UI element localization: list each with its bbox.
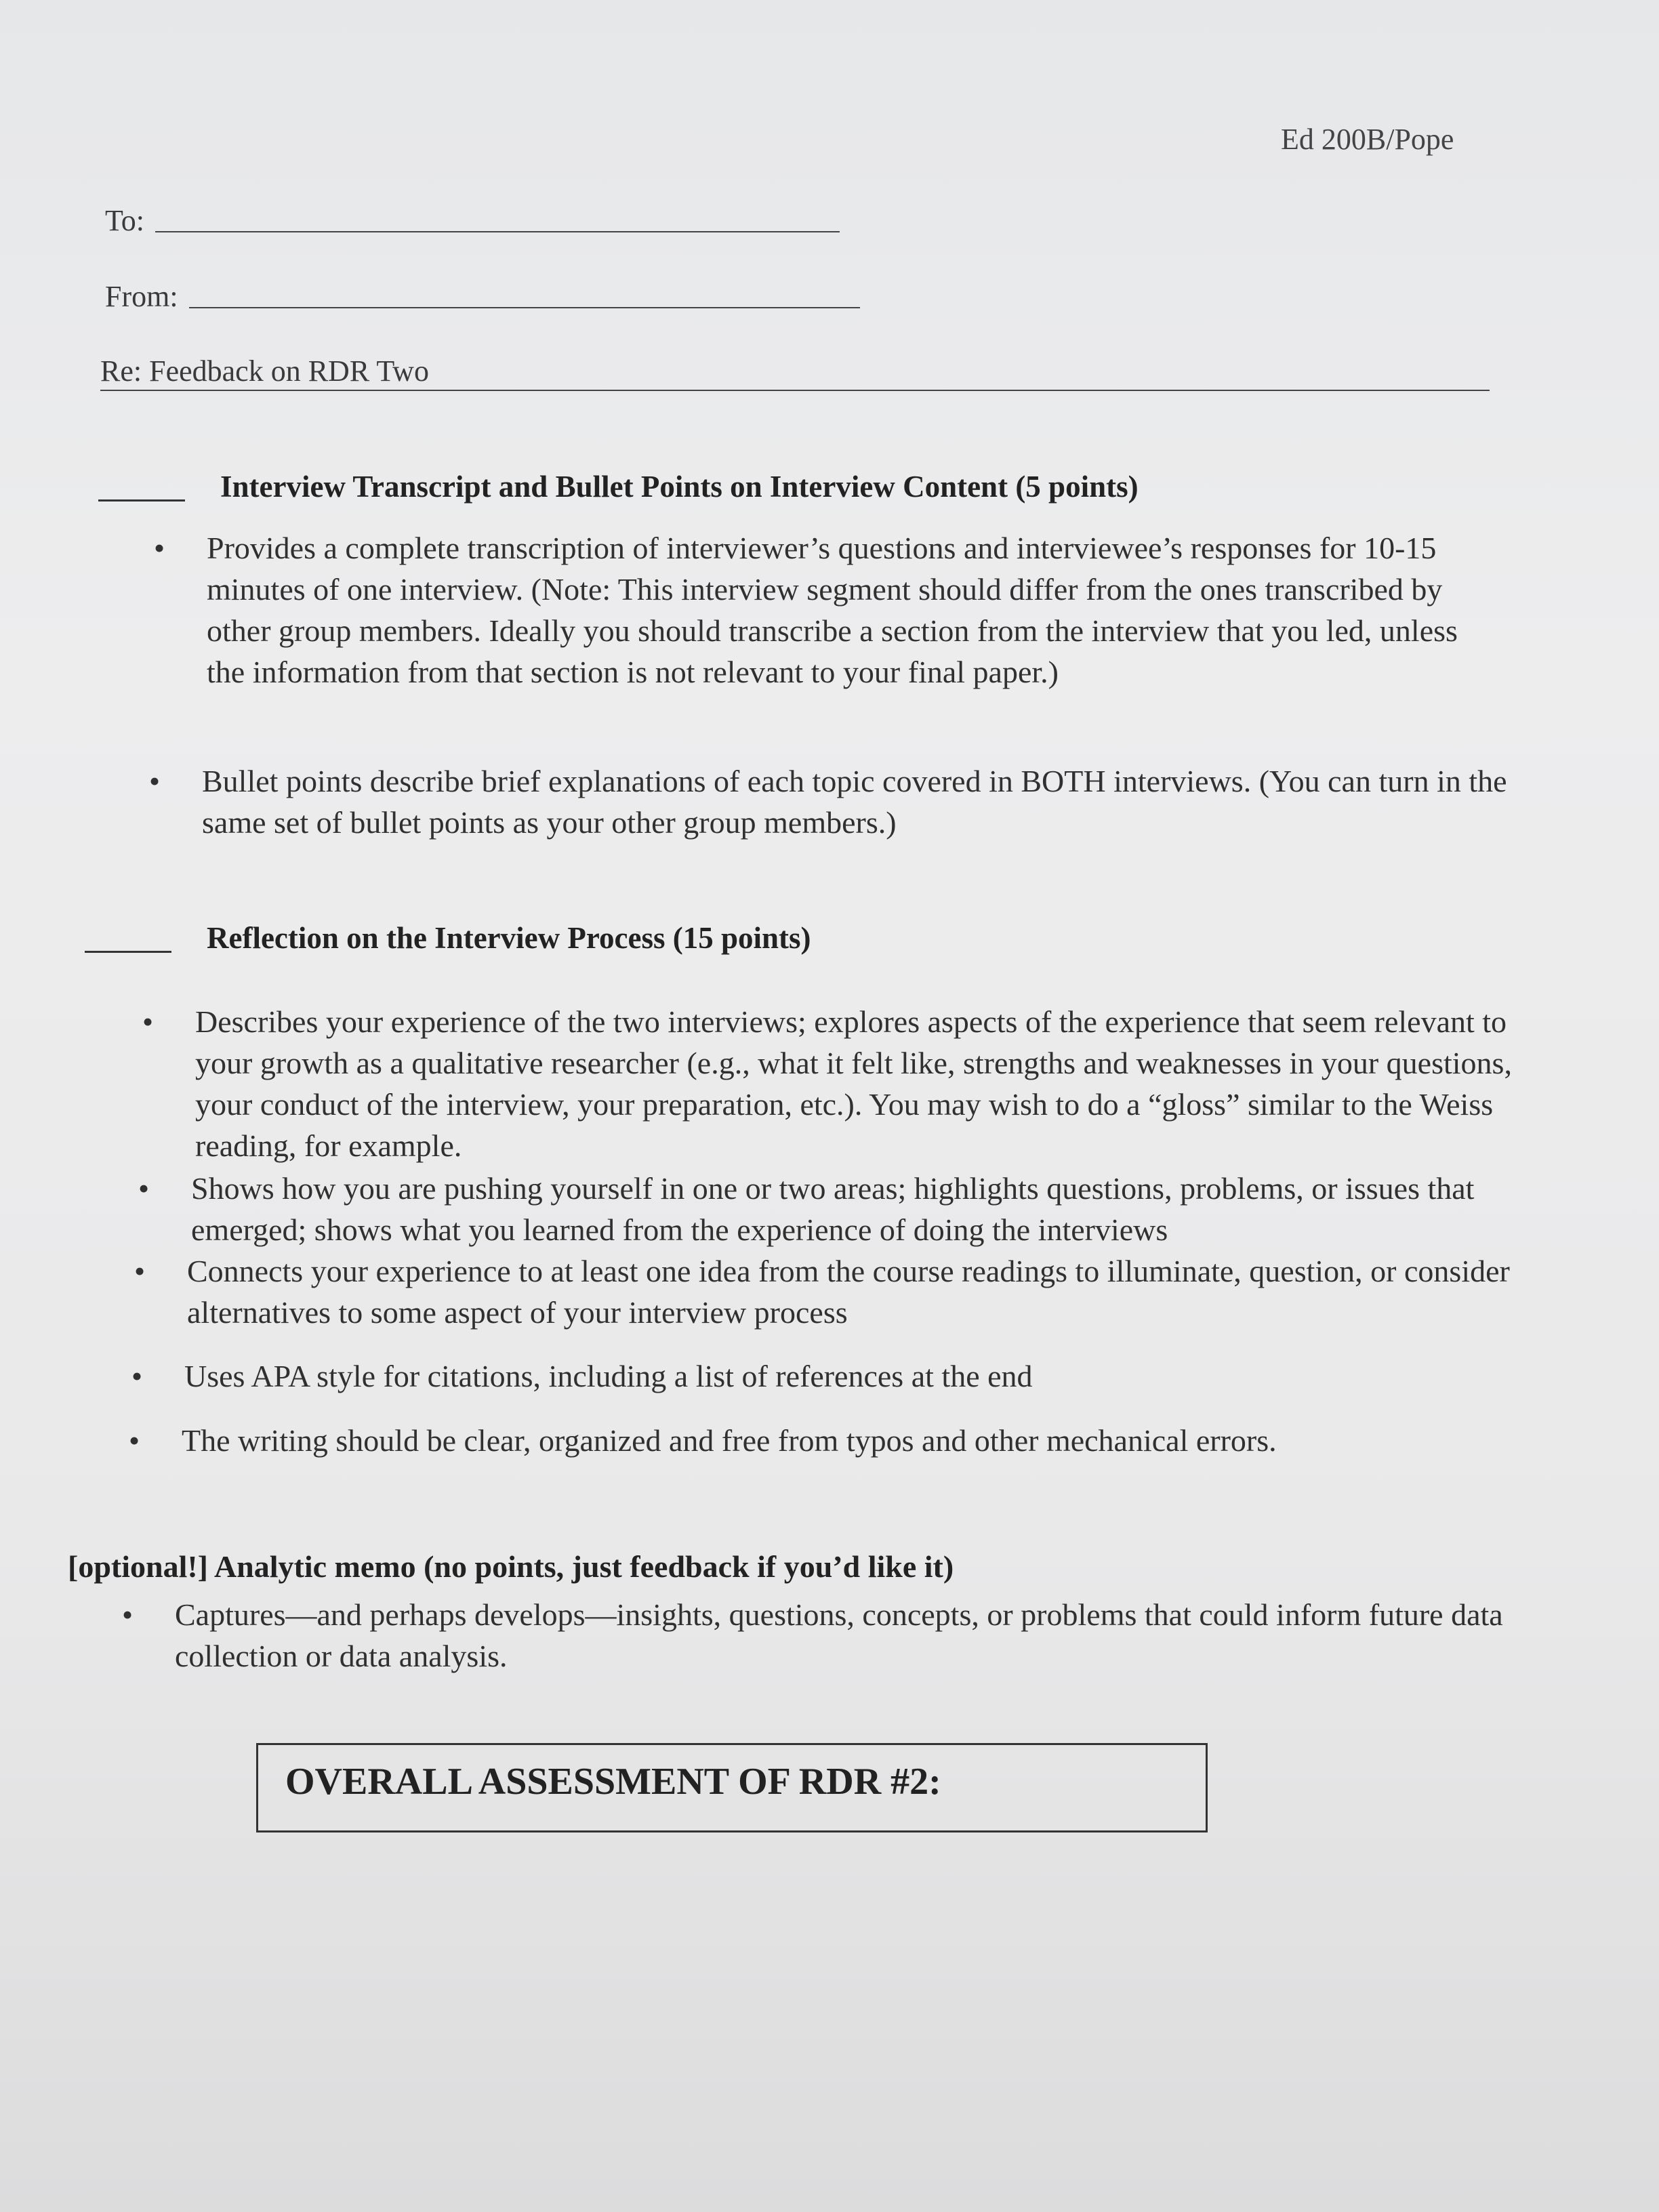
course-label: Ed 200B/Pope [1281, 123, 1454, 156]
score-blank [85, 951, 171, 953]
list-item [154, 527, 1494, 693]
list-item [138, 1168, 1519, 1250]
bullet-text: Captures—and perhaps develops—insights, questions, concepts, or problems that could inform future data collection or data analysis. [175, 1597, 1503, 1673]
bullet-text: Uses APA style for citations, including a list of references at the end [184, 1359, 1033, 1393]
section2-heading [85, 920, 811, 956]
bullet-text: Describes your experience of the two interviews; explores aspects of the experience that seem relevant to your growth as a qualitative researcher (e.g., what it felt like, strengths and weaknesses in your questions, your conduct of the interview, your preparation, etc.). You may wish to do a “gloss” similar to the Weiss reading, for example. [195, 1004, 1512, 1163]
bullet-glyph: • [154, 531, 165, 565]
section1-title: Interview Transcript and Bullet Points on Interview Content (5 points) [220, 470, 1139, 504]
bullet-glyph: • [122, 1597, 134, 1632]
bullet-glyph: • [142, 1004, 154, 1039]
section1-heading [98, 469, 1139, 504]
overall-assessment-box [256, 1743, 1208, 1832]
section3-title: [optional!] Analytic memo (no points, just feedback if you’d like it) [68, 1549, 954, 1584]
bullet-text: Bullet points describe brief explanations of each topic covered in BOTH interviews. (You can turn in the same set of bullet points as your other group members.) [202, 764, 1507, 840]
bullet-glyph: • [149, 764, 161, 798]
bullet-glyph: • [134, 1254, 146, 1288]
bullet-text: Provides a complete transcription of interviewer’s questions and interviewee’s responses for 10-15 minutes of one interview. (Note: This interview segment should differ from the ones transcribed by other group members. Ideally you should transcribe a section from the interview that you led, unless the information from that section is not relevant to your final paper.) [207, 531, 1458, 689]
from-field [105, 279, 860, 314]
to-field [105, 203, 840, 238]
bullet-text: Shows how you are pushing yourself in one or two areas; highlights questions, problems, or issues that emerged; shows what you learned from the experience of doing the interviews [191, 1171, 1475, 1247]
list-item [129, 1420, 1523, 1461]
re-line: Re: Feedback on RDR Two [100, 354, 1490, 391]
bullet-glyph: • [131, 1359, 143, 1393]
list-item [149, 760, 1517, 843]
to-blank-line [155, 231, 840, 232]
list-item [142, 1001, 1523, 1166]
bullet-glyph: • [129, 1423, 140, 1458]
to-label: To: [105, 204, 145, 237]
section2-title: Reflection on the Interview Process (15 points) [207, 921, 811, 955]
bullet-text: The writing should be clear, organized and free from typos and other mechanical errors. [182, 1423, 1277, 1458]
bullet-text: Connects your experience to at least one idea from the course readings to illuminate, question, or consider alternatives to some aspect of your interview process [187, 1254, 1510, 1330]
list-item [131, 1355, 1513, 1397]
from-label: From: [105, 280, 178, 313]
from-blank-line [189, 307, 860, 308]
overall-assessment-title: OVERALL ASSESSMENT OF RDR #2: [285, 1761, 941, 1803]
score-blank [98, 499, 185, 501]
bullet-glyph: • [138, 1171, 150, 1206]
list-item [134, 1250, 1542, 1333]
list-item [122, 1594, 1503, 1677]
